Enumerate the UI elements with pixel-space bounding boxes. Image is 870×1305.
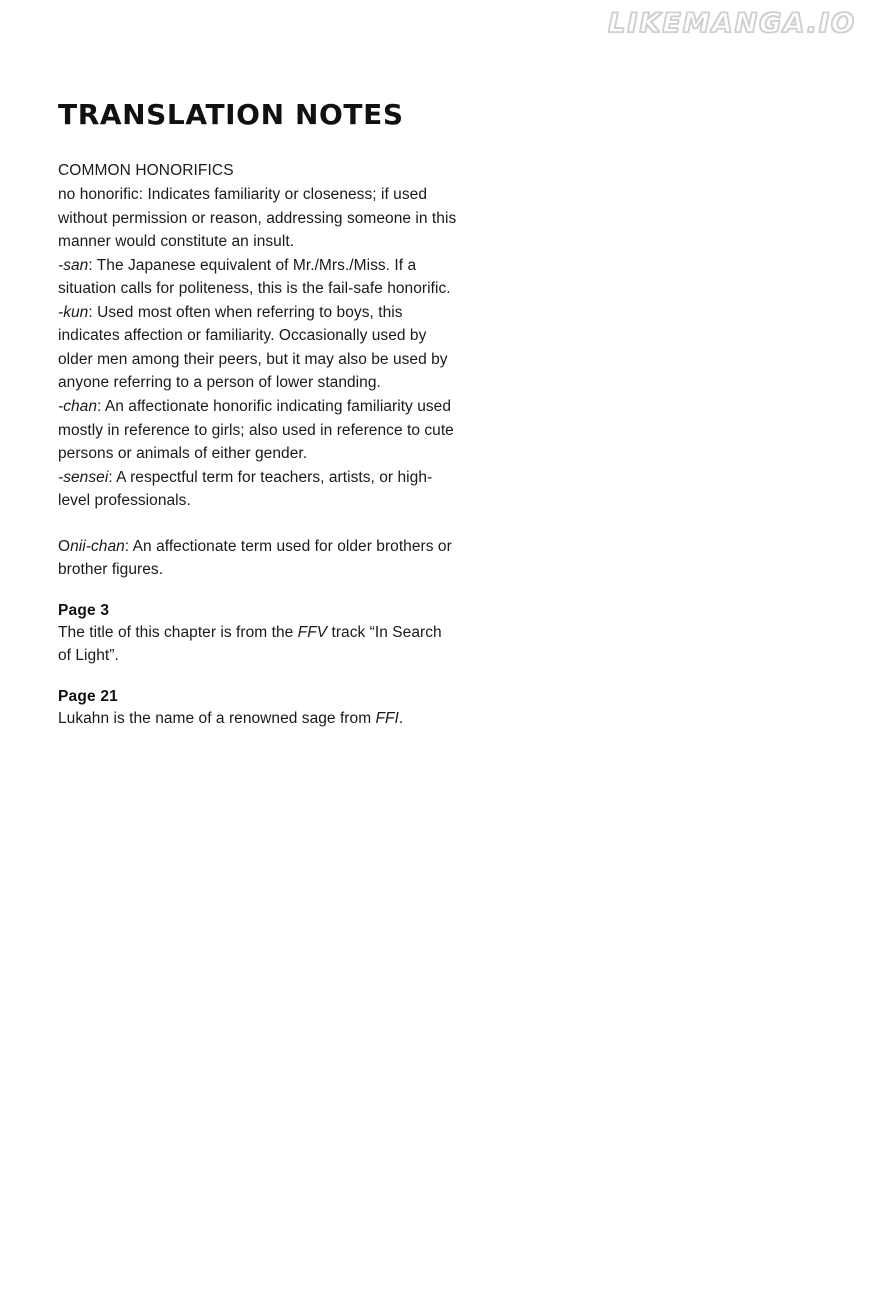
honorific-text [58, 466, 458, 513]
honorific-definition: : A respectful term for teachers, artists, or high-level professionals. [58, 468, 433, 510]
honorific-text [58, 254, 458, 301]
onii-chan-term: nii-chan [70, 537, 125, 555]
honorific-definition: : Used most often when referring to boys, this indicates affection or familiarity. Occasionally used by older men among their peers, but it may also be used by anyone referring to a person of lower standing. [58, 303, 448, 392]
honorific-text [58, 395, 458, 466]
honorific-term: -san [58, 256, 89, 274]
honorific-entry-no-honorific [58, 183, 458, 254]
honorific-entry-sensei [58, 466, 458, 513]
note-text-before: The title of this chapter is from the [58, 623, 298, 641]
honorific-term: -chan [58, 397, 98, 415]
note-page-21 [58, 688, 458, 731]
honorific-definition: : Indicates familiarity or closeness; if used without permission or reason, addressing someone in this manner would constitute an insult. [58, 186, 457, 251]
honorific-term: -sensei [58, 468, 109, 486]
honorific-text [58, 183, 458, 254]
onii-chan-text [58, 535, 458, 582]
note-text-after: track “In Search of Light”. [58, 623, 442, 665]
note-spacer [58, 582, 458, 602]
note-heading: Page 3 [58, 601, 110, 619]
note-spacer [58, 668, 458, 688]
onii-chan-prefix: O [58, 537, 71, 555]
note-italic-title: FFI [375, 709, 399, 727]
section-spacer [58, 513, 458, 535]
page-title: TRANSLATION NOTES [58, 98, 404, 131]
note-italic-title: FFV [297, 623, 328, 641]
note-text [58, 621, 458, 668]
translation-notes-page [58, 100, 458, 730]
honorific-term: -kun [58, 303, 89, 321]
honorific-definition: : The Japanese equivalent of Mr./Mrs./Miss. If a situation calls for politeness, this is the fail-safe honorific. [58, 256, 451, 298]
honorific-entry-chan [58, 395, 458, 466]
honorific-entry-onii-chan [58, 535, 458, 582]
honorific-text [58, 301, 458, 395]
onii-chan-definition: : An affectionate term used for older brothers or brother figures. [58, 537, 452, 579]
site-watermark: LIKEMANGA.IO [608, 8, 856, 39]
note-text-after: . [398, 709, 404, 727]
common-honorifics-label: COMMON HONORIFICS [58, 161, 234, 179]
note-text-before: Lukahn is the name of a renowned sage from [58, 709, 376, 727]
honorific-entry-kun [58, 301, 458, 395]
honorific-entry-san [58, 254, 458, 301]
honorific-term: no honorific [58, 186, 139, 204]
honorific-definition: : An affectionate honorific indicating familiarity used mostly in reference to girls; also used in reference to cute persons or animals of either gender. [58, 397, 454, 463]
note-heading: Page 21 [58, 687, 118, 705]
note-page-3 [58, 602, 458, 668]
note-text [58, 707, 458, 731]
